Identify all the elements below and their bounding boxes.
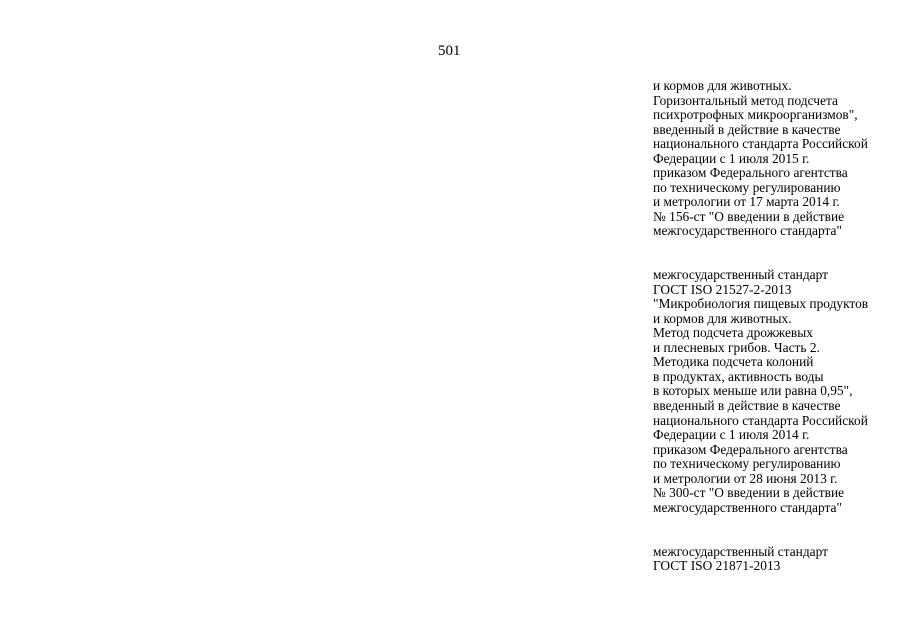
text-line: ГОСТ ISO 21871-2013 xyxy=(653,558,781,574)
text-line: введенный в действие в качестве xyxy=(653,121,841,137)
paragraph-3 xyxy=(653,545,898,574)
text-column xyxy=(653,79,898,574)
text-line: Федерации с 1 июля 2014 г. xyxy=(653,427,810,443)
text-line: по техническому регулированию xyxy=(653,456,841,472)
text-line: и кормов для животных. xyxy=(653,78,792,93)
paragraph-spacer xyxy=(653,239,898,268)
text-line: в продуктах, активность воды xyxy=(653,368,824,384)
paragraph-spacer xyxy=(653,515,898,544)
text-line: межгосударственного стандарта" xyxy=(653,499,842,515)
text-line: Методика подсчета колоний xyxy=(653,354,814,370)
paragraph-2 xyxy=(653,268,898,515)
text-line: приказом Федерального агентства xyxy=(653,165,848,181)
text-line: Метод подсчета дрожжевых xyxy=(653,325,813,341)
text-line: межгосударственный стандарт xyxy=(653,267,828,283)
text-line: по техническому регулированию xyxy=(653,179,841,195)
text-line: введенный в действие в качестве xyxy=(653,398,841,414)
text-line: в которых меньше или равна 0,95", xyxy=(653,383,853,399)
text-line: национального стандарта Российской xyxy=(653,412,868,428)
paragraph-1 xyxy=(653,79,898,239)
text-line: межгосударственного стандарта" xyxy=(653,223,842,239)
text-line: психротрофных микроорганизмов", xyxy=(653,107,858,123)
text-line: Федерации с 1 июля 2015 г. xyxy=(653,150,810,166)
text-line: Горизонтальный метод подсчета xyxy=(653,92,838,108)
text-line: "Микробиология пищевых продуктов xyxy=(653,296,869,312)
text-line: № 300-ст "О введении в действие xyxy=(653,485,845,501)
page-number: 501 xyxy=(438,43,461,59)
text-line: № 156-ст "О введении в действие xyxy=(653,208,845,224)
text-line: ГОСТ ISO 21527-2-2013 xyxy=(653,281,792,297)
text-line: и метрологии от 17 марта 2014 г. xyxy=(653,194,840,210)
text-line: межгосударственный стандарт xyxy=(653,543,828,559)
text-line: и плесневых грибов. Часть 2. xyxy=(653,339,820,355)
text-line: и кормов для животных. xyxy=(653,310,792,326)
text-line: приказом Федерального агентства xyxy=(653,441,848,457)
text-line: национального стандарта Российской xyxy=(653,136,868,152)
text-line: и метрологии от 28 июня 2013 г. xyxy=(653,470,838,486)
